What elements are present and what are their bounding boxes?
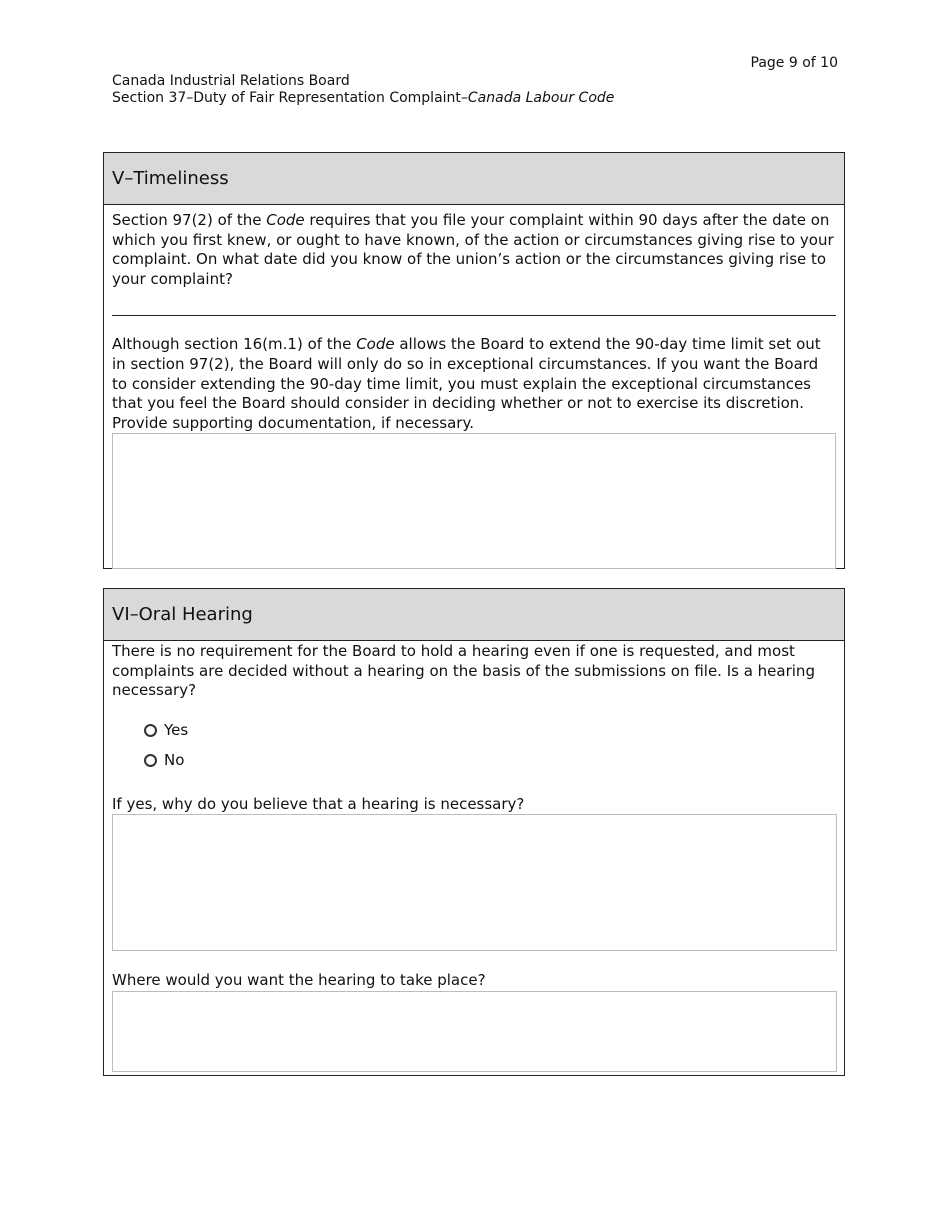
timeliness-text-a: Section 97(2) of the (112, 211, 267, 229)
section-title-timeliness: V–Timeliness (104, 153, 844, 205)
extension-text-b: allows the Board to extend the 90-day time limit set out in section 97(2), the Board will only do so in exceptional circumstances. If you want the Board to consider extending the 90-day time limit, you must explain the exceptional circumstances that you feel the Board should consider in deciding whether or not to exercise its discretion. Provide supporting documentation, if necessary. (112, 335, 821, 432)
form-title-act: Canada Labour Code (467, 90, 615, 106)
knowledge-date-field[interactable] (112, 315, 836, 316)
page-number: Page 9 of 10 (750, 55, 838, 71)
radio-no[interactable] (144, 754, 157, 767)
hearing-option-yes[interactable] (144, 719, 836, 743)
radio-yes-label: Yes (164, 720, 189, 739)
oral-hearing-section (103, 588, 845, 1076)
timeliness-instructions (112, 211, 836, 289)
radio-no-label: No (164, 750, 185, 769)
document-header (112, 73, 614, 107)
form-title (112, 90, 614, 107)
section-title-oral-hearing: VI–Oral Hearing (104, 589, 844, 641)
organization-name: Canada Industrial Relations Board (112, 73, 350, 89)
why-hearing-textarea[interactable] (112, 814, 837, 951)
code-ref: Code (266, 211, 305, 229)
hearing-location-textarea[interactable] (112, 991, 837, 1072)
extension-instructions (112, 335, 836, 433)
extension-text-a: Although section 16(m.1) of the (112, 335, 357, 354)
timeliness-section (103, 152, 845, 569)
form-title-text: Section 37–Duty of Fair Representation Complaint– (112, 90, 468, 106)
hearing-location-label: Where would you want the hearing to take place? (112, 971, 486, 990)
radio-yes[interactable] (144, 724, 157, 737)
timeliness-text-b: requires that you file your complaint within 90 days after the date on which you first knew, or ought to have known, of the action or circumstances giving rise to your complaint. On what date did you know of the union’s action or the circumstances giving rise to your complaint? (112, 211, 834, 288)
hearing-option-no[interactable] (144, 749, 836, 773)
why-hearing-label: If yes, why do you believe that a hearing is necessary? (112, 794, 525, 813)
code-ref: Code (356, 335, 395, 354)
oral-hearing-instructions: There is no requirement for the Board to hold a hearing even if one is requested, and most complaints are decided without a hearing on the basis of the submissions on file. Is a hearing necessary? (112, 642, 815, 700)
exceptional-circumstances-textarea[interactable] (112, 433, 836, 569)
